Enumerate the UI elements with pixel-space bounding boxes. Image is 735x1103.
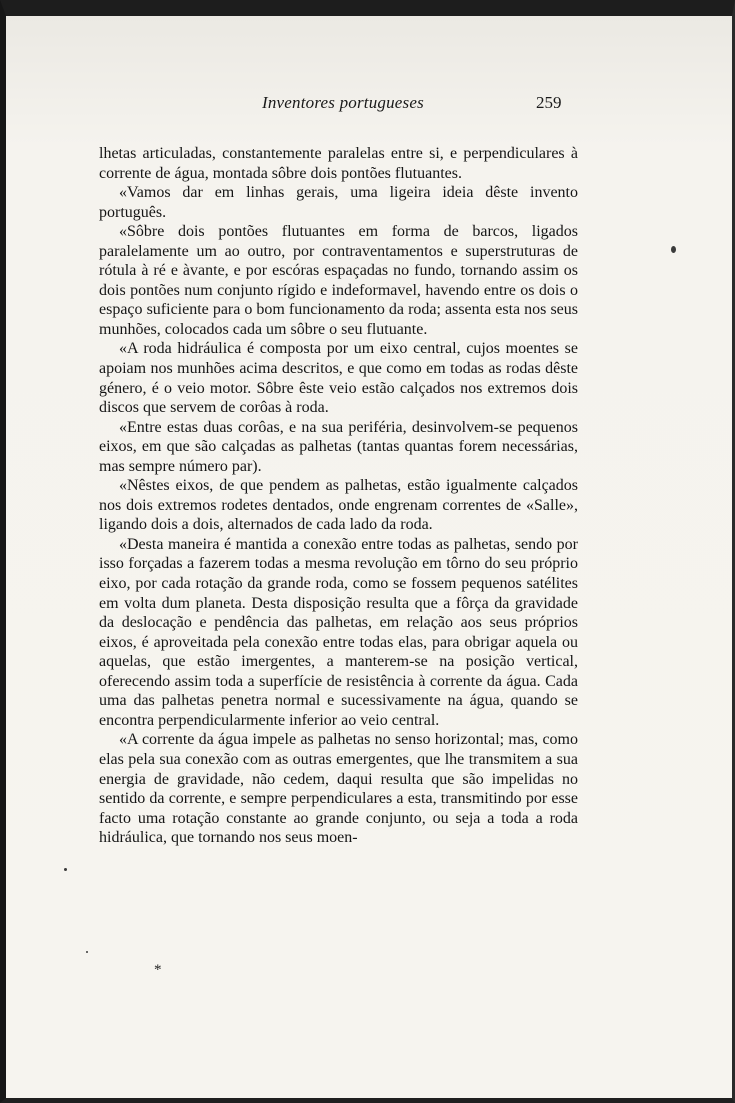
body-text	[99, 144, 578, 848]
page-number: 259	[536, 93, 562, 112]
paragraph: «A roda hidráulica é composta por um eixo central, cujos moentes se apoiam nos munhões acima descritos, e que como em todas as rodas dêste género, é o veio motor. Sôbre êste veio estão calçados nos extremos dois discos que servem de corôas à roda.	[99, 340, 578, 417]
ink-speck	[671, 246, 676, 253]
paragraph: «Entre estas duas corôas, e na sua periféria, desinvolvem-se pequenos eixos, em que são calçadas as palhetas (tantas quantas forem necessárias, mas sempre número par).	[99, 418, 578, 475]
paragraph: «Desta maneira é mantida a conexão entre todas as palhetas, sendo por isso forçadas a fazerem todas a mesma revolução em tôrno do seu próprio eixo, por cada rotação da grande roda, como se fossem pequenos satélites em volta dum planeta. Desta disposição resulta que a fôrça da gravidade da deslocação e pendência das palhetas, em relação aos seus próprios eixos, é aproveitada pela conexão entre todas elas, para obrigar aquela ou aquelas, que estão imergentes, a manterem-se na posição vertical, oferecendo assim toda a superfície de resistência à corrente da água. Cada uma das palhetas penetra normal e sucessivamente na água, quando se encontra perpendicularmente inferior ao veio central.	[99, 535, 578, 729]
paragraph: «A corrente da água impele as palhetas no senso horizontal; mas, como elas pela sua conexão com as outras emergentes, que lhe transmitem a sua energia de gravidade, não cedem, daqui resulta que são impelidas no sentido da corrente, e sempre perpendiculares a esta, transmitindo por esse facto uma rotação constante ao grande conjunto, ou seja a toda a roda hidráulica, que tornando nos seus moen-	[99, 731, 578, 847]
paragraph: lhetas articuladas, constantemente paralelas entre si, e perpendiculares à corrente de água, montada sôbre dois pontões flutuantes.	[99, 145, 578, 182]
signature-mark: *	[154, 962, 162, 978]
paragraph: «Nêstes eixos, de que pendem as palhetas, estão igualmente calçados nos dois extremos rodetes dentados, onde engrenam correntes de «Salle», ligando dois a dois, alternados de cada lado da roda.	[99, 477, 578, 534]
running-title: Inventores portugueses	[262, 93, 424, 112]
ink-speck	[86, 951, 88, 953]
ink-speck	[64, 868, 67, 871]
paragraph: «Sôbre dois pontões flutuantes em forma de barcos, ligados paralelamente um ao outro, por contraventamentos e superstruturas de rótula à ré e àvante, e por escóras espaçadas no fundo, tornando assim os dois pontões num conjunto rígido e indeformavel, havendo entre os dois o espaço suficiente para o bom funcionamento da roda; assenta esta nos seus munhões, colocados cada um sôbre o seu flutuante.	[99, 223, 578, 338]
page-header	[6, 93, 732, 117]
paragraph: «Vamos dar em linhas gerais, uma ligeira ideia dêste invento português.	[99, 184, 578, 221]
